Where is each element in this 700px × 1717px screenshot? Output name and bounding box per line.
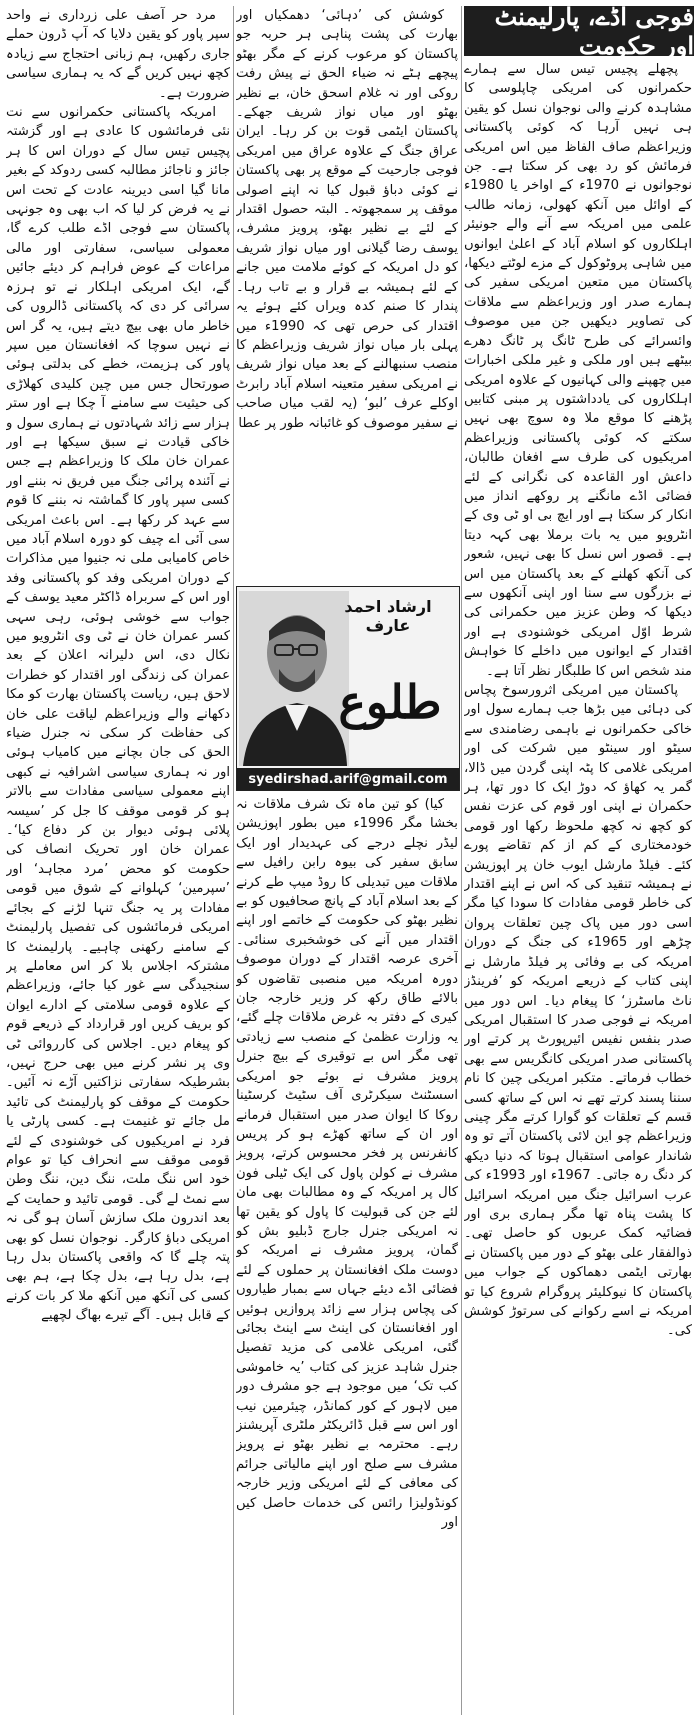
paragraph: پاکستان میں امریکی اثرورسوخ پچاس کی دہائی میں بڑھا جب ہمارے سول اور خاکی حکمرانوں نے باہمی رضامندی سے سیٹو اور سینٹو میں شرکت کی اور امریکی غلامی کا پٹہ اپنی گردن میں ڈالا، گمر یہ کھاؤ کہ دوڑ ایک کا دور تھا، ہر حکمران نے اپنی اور قوم کی عزت نفس کو کچھ نہ کچھ ملحوظ رکھا اور قومی خودمختاری کے کم از کم تقاضے پورے کئے۔ فیلڈ مارشل ایوب خان پر اپوزیشن نے ہمیشہ تنقید کی کہ اس نے اپنے اقتدار کی خاطر قومی مفادات کا سودا کیا مگر اسی دور میں پاک چین تعلقات پروان چڑھے اور 1965ء کی جنگ کے دوران امریکہ کی بے وفائی پر فیلڈ مارشل نے اپنی کتاب کے ذریعے امریکہ کو ’فرینڈز ناٹ ماسٹرز‘ کا پیغام دیا۔ اس دور میں امریکہ نے فوجی صدر کا استقبال امریکی صدر بنفس نفیس ائیرپورٹ پر کرتے اور پاکستانی صدر امریکی کانگریس سے بھی خطاب فرماتے۔ متکبر امریکی چین کا نام سننا پسند کرتے تھے نہ اس کے ساتھ کسی قسم کے تعلقات کو گوارا کرتے مگر چینی وزیراعظم چو این لائی پاکستان آتے تو وہ شاندار عوامی استقبال ہوتا کہ دنیا دیکھ کر دنگ رہ جاتی۔ 1967ء اور 1993ء کی عرب اسرائیل جنگ میں امریکہ اسرائیل کا پشت پناہ تھا مگر ہماری بری اور فضائیہ کمک عربوں کو حاصل تھی۔ ذوالفقار علی بھٹو کے دور میں پاکستان نے بھارتی ایٹمی دھماکوں کے جواب میں پاکستان کا نیوکلیئر پروگرام شروع کیا تو امریکہ نے اسے رکوانے کی سرتوڑ کوشش کی۔ [464,683,692,1339]
column-divider [461,6,462,1715]
paragraph: کیا) کو تین ماہ تک شرف ملاقات نہ بخشا مگر 1996ء میں بطور اپوزیشن لیڈر نچلے درجے کی عہدیدار اور ایک سابق سفیر کی بیوہ رابن رافیل سے ملاقات میں تبدیلی کا روڈ میپ طے کرنے کے بعد اسلام آباد کے پانچ صحافیوں کو بے نظیر بھٹو کی حکومت کے خاتمے اور اپنے اقتدار میں آنے کی خوشخبری سنائی۔ آخری عرصہ اقتدار کے دوران موصوف دورہ امریکہ میں منصبی تقاضوں کو بالائے طاق رکھ کر وزیر خارجہ جان کیری کے دفتر بہ غرض ملاقات چلے گئے، یہ وزارت عظمیٰ کے منصب سے زیادتی تھی مگر اس بے توقیری کے بیچ جنرل پرویز مشرف نے بوئے جو امریکی اسسٹنٹ سیکرٹری آف سٹیٹ کرسٹینا روکا کا ایوان صدر میں استقبال فرمانے اور ان کے ساتھ کھڑے ہو کر پریس کانفرنس پر فخر محسوس کرتے، پرویز مشرف نے کولن پاول کی ایک ٹیلی فون کال پر امریکہ کے وہ مطالبات بھی مان لئے جن کی قبولیت کا پاول کو یقین تھا نہ امریکی جنرل جارج ڈبلیو بش کو گمان، پرویز مشرف نے امریکہ کو دوست ملک افغانستان پر حملوں کے لئے فضائی اڈے دیئے جہاں سے بمبار طیاروں کی پچاس ہزار سے زائد پروازیں ہوئیں اور افغانستان کی اینٹ سے اینٹ بجائی گئی، امریکی غلامی کی مزید تفصیل جنرل شاہد عزیز کی کتاب ’یہ خاموشی کب تک‘ میں موجود ہے جو مشرف دور میں لاہور کے کور کمانڈر، چیئرمین نیب اور اس سے قبل ڈائریکٹر ملٹری آپریشنز رہے۔ محترمہ بے نظیر بھٹو نے پرویز مشرف سے صلح اور اپنے مالیاتی جرائم کی معافی کے لئے امریکی وزیر خارجہ کونڈولیزا رائس کی خدمات حاصل کیں اور [236,797,458,1531]
byline-box [236,586,460,791]
paragraph: کوشش کی ’دہائی‘ دھمکیاں اور بھارت کی پشت پناہی ہر حربہ جو پاکستان کو مرعوب کرنے کے مگر بھٹو پیچھے ہٹے نہ ضیاء الحق نے پیش رفت روکی اور نہ غلام اسحق خان، بے نظیر بھٹو اور میاں نواز شریف جھکے۔ پاکستان ایٹمی قوت بن کر رہا۔ ایران عراق جنگ کے علاوہ عراق میں امریکی فوجی جارحیت کے موقع پر بھی پاکستان نے کوئی دباؤ قبول کیا نہ اپنے اصولی موقف پر سمجھوتہ۔ البتہ حصول اقتدار کے لئے بے نظیر بھٹو، پرویز مشرف، یوسف رضا گیلانی اور میاں نواز شریف کو دل امریکہ کے کوئے ملامت میں جانے کے لئے ہمیشہ بے قرار و بے تاب رہا۔ پندار کا صنم کدہ ویراں کئے ہوئے یہ اقتدار کی حرص تھی کہ 1990ء میں پہلی بار میاں نواز شریف وزیراعظم کا منصب سنبھالنے کے بعد میاں نواز شریف نے امریکی سفیر متعینہ اسلام آباد رابرٹ اوکلے عرف ’لبو‘ (یہ لقب میاں صاحب نے سفیر موصوف کو غائبانہ طور پر عطا [236,8,458,431]
paragraph: امریکہ پاکستانی حکمرانوں سے نت نئی فرمائشوں کا عادی ہے اور گزشتہ پچیس تیس سال کے دوران اس کا ہر جائز و ناجائز مطالبہ کسی ردوکد کے بغیر مانا گیا اسی دیرینہ عادت کے تحت اس نے یہ فرض کر لیا کہ اب بھی وہ جونہی پاکستان سے فوجی اڈے طلب کرے گا، معمولی سیاسی، سفارتی اور مالی مراعات کے عوض فراہم کر دیئے جائیں گے، ایک امریکی اہلکار نے تو ہرزہ سرائی کر دی کہ پاکستانی ڈالروں کی خاطر ماں بھی بیچ دیتے ہیں، یہ گر اس نے نہیں سوچا کہ افغانستان میں سپر پاور کی ہزیمت، خطے کی بدلتی ہوئی صورتحال جس میں چین کلیدی کھلاڑی کی حیثیت سے سامنے آ چکا ہے اور ستر ہزار سے زائد شہادتوں نے ہماری سول و خاکی قیادت نے سبق سیکھا ہے اور عمران خان ملک کا وزیراعظم ہے جس نے آئندہ پرائی جنگ میں فریق نہ بننے اور کسی سپر پاور کا گماشتہ نہ بننے کا قوم سے عہد کر رکھا ہے۔ اس باعث امریکی سی آئی اے چیف کو دورہ اسلام آباد میں خاص کامیابی ملی نہ جنیوا میں مذاکرات کے دوران امریکی وفد کو پاکستانی وفد اور اس کے سربراہ ڈاکٹر معید یوسف کے جواب سے خوشی ہوئی، رہی سہی کسر عمران خان نے ٹی وی انٹرویو میں نکال دی، اس دلیرانہ اعلان کے بعد عمران کی زندگی اور اقتدار کو خطرات لاحق ہیں، ریاست پاکستان بھارت کو مکا دکھانے والے وزیراعظم لیاقت علی خان کی حفاظت کر سکی نہ جنرل ضیاء الحق کی جان بچانے میں کامیاب ہوئی اور نہ ہماری سیاسی اشرافیہ نے کبھی اپنے معمولی سیاسی مفادات سے بالاتر ہو کر قومی موقف کا جل کر ’سیسہ پلائی ہوئی دیوار بن کر دفاع کیا‘۔ عمران خان اور تحریک انصاف کی حکومت کو محض ’مرد مجاہد‘ اور ’سپرمین‘ کہلوانے کے شوق میں قومی مفادات پر یہ جنگ تنہا لڑنے کے بجائے امریکی فرمائشوں کی تفصیل پارلیمنٹ کے سامنے رکھنی چاہیے۔ پارلیمنٹ کا مشترکہ اجلاس بلا کر اس معاملے پر سنجیدگی سے غور کیا جائے، وزیراعظم کے علاوہ قومی سلامتی کے ادارے ایوان کو بریف کریں اور قرارداد کے ذریعے قوم کو پیغام دیں۔ اجلاس کی کارروائی ٹی وی پر نشر کرنے میں بھی حرج نہیں، بشرطیکہ سفارتی نزاکتیں آڑے نہ آئیں۔ حکومت کے موقف کو پارلیمنٹ کی تائید مل جائے تو غنیمت ہے۔ کسی پارٹی یا فرد نے امریکیوں کی خوشنودی کے لئے قومی موقف سے انحراف کیا تو عوام خود اس ننگ ملت، ننگ دین، ننگ وطن سے نمٹ لے گی۔ قومی تائید و حمایت کے بعد اندرون ملک سازش آسان ہو گی نہ امریکی دباؤ کارگر۔ نوجوان نسل کو بھی پتہ چلے گا کہ واقعی پاکستان بدل رہا ہے، بدل رہا ہے، بدل چکا ہے، ہم بھی کسی کی آنکھ میں آنکھ ملا کر بات کرنے کے قابل ہیں۔ آگے تیرے بھاگ لچھیے [6,105,230,1324]
column-logo: طلوع [338,675,442,729]
article-title: فوجی اڈے، پارلیمنٹ اور حکومت [464,6,694,56]
text-column-middle-top [236,6,458,581]
paragraph: مرد حر آصف علی زرداری نے واحد سپر پاور کو یقین دلایا کہ آپ ڈرون حملے جاری رکھیں، ہم زبانی احتجاج سے زیادہ کچھ نہیں کریں گے کہ یہ ہماری سیاسی ضرورت ہے۔ [6,8,230,101]
paragraph: پچھلے پچیس تیس سال سے ہمارے حکمرانوں کی امریکی چاپلوسی کا مشاہدہ کرنے والی نوجوان نسل کو یقین ہی نہیں آرہا کہ کوئی پاکستانی وزیراعظم صاف الفاظ میں اس امریکی فرمائش کو رد بھی کر سکتا ہے۔ جن نوجوانوں نے 1970ء کے اواخر یا 1980ء کے اوائل میں آنکھ کھولی، زمانہ طالب علمی میں امریکہ سے آنے والے جونیئر اہلکاروں کو اسلام آباد کے اعلیٰ ایوانوں میں شاہی پروٹوکول کے مزے لوٹتے دیکھا، پاکستان میں متعین امریکی سفیر کی ہمارے صدر اور وزیراعظم سے ملاقات کی تصاویر دیکھیں جن میں موصوف وائسرائے کی طرح ٹانگ پر ٹانگ دھرے بیٹھے ہیں اور ملکی و غیر ملکی اخبارات میں چھپنے والی کہانیوں کے علاوہ امریکی اہلکاروں کی یادداشتوں پر مبنی کتابیں پڑھنے کا موقع ملا وہ سوچ بھی نہیں سکتے کہ کوئی پاکستانی وزیراعظم امریکیوں کی طرف سے افغان طالبان، داعش اور القاعدہ کی نگرانی کے لئے فضائی اڈے مانگنے پر روکھے انداز میں انکار کر سکتا ہے اور ایچ بی او ٹی وی کے انٹرویو میں یہ بات برملا بھی کہہ دیتا ہے۔ قصور اس نسل کا بھی نہیں، شعور کی آنکھ کھلنے کے بعد پاکستان میں اس نے بزرگوں سے سنا اور اپنی آنکھوں سے دیکھا کہ وطن عزیز میں حکمرانی کی شرط اوّل امریکی خوشنودی ہے اور اقتدار کے ایوانوں میں داخلے کا خواہش مند شخص اس کا طلبگار نظر آتا ہے۔ [464,62,692,679]
text-column-left [6,6,230,1715]
author-name: ارشاد احمد عارف [344,597,432,635]
author-email[interactable]: syedirshad.arif@gmail.com [237,768,459,790]
text-column-right [464,60,692,1715]
column-divider [233,6,234,1715]
text-column-middle-bottom [236,795,458,1715]
